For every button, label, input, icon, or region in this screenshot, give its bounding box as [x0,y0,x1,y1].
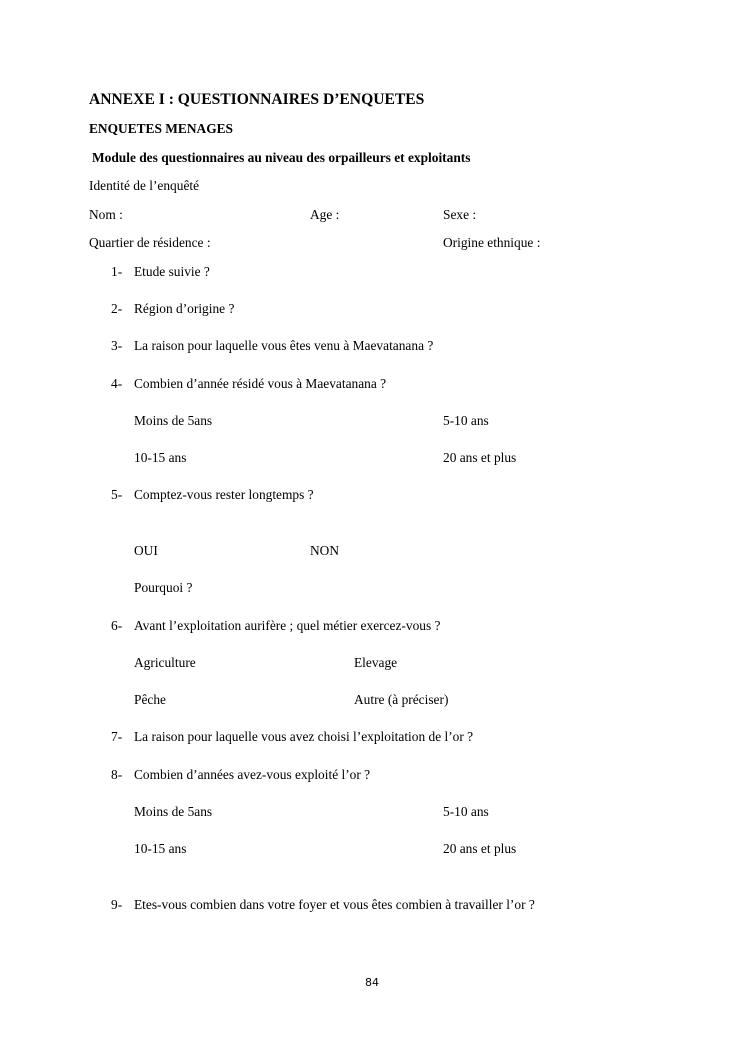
answer-option: Autre (à préciser) [354,692,449,707]
question-text: Etude suivie ? [134,264,210,279]
question-number: 8- [111,767,123,782]
question-number: 6- [111,618,123,633]
answer-option: Pêche [134,692,166,707]
question-number: 3- [111,338,123,353]
question-number: 7- [111,729,123,744]
question-number: 1- [111,264,123,279]
question-text: Comptez-vous rester longtemps ? [134,487,314,502]
quartier-field: Quartier de résidence : [89,235,211,250]
question-text: Région d’origine ? [134,301,235,316]
question-number: 2- [111,301,123,316]
identity-label: Identité de l’enquêté [89,178,200,193]
page-number: 84 [365,976,379,989]
answer-option: Moins de 5ans [134,804,213,819]
origine-field: Origine ethnique : [443,235,541,250]
question-text: Combien d’années avez-vous exploité l’or ? [134,767,371,782]
question-number: 9- [111,897,123,912]
answer-option: Elevage [354,655,398,670]
question-number: 4- [111,376,123,391]
module-heading: Module des questionnaires au niveau des orpailleurs et exploitants [92,150,471,165]
answer-option: OUI [134,543,158,558]
answer-option: 20 ans et plus [443,450,517,465]
answer-option: Agriculture [134,655,196,670]
answer-option: Moins de 5ans [134,413,213,428]
answer-option: 5-10 ans [443,804,489,819]
question-text: Avant l’exploitation aurifère ; quel métier exercez-vous ? [134,618,441,633]
answer-option: 10-15 ans [134,841,187,856]
question-text: Etes-vous combien dans votre foyer et vous êtes combien à travailler l’or ? [134,897,535,912]
question-text: La raison pour laquelle vous êtes venu à Maevatanana ? [134,338,434,353]
answer-option: 20 ans et plus [443,841,517,856]
answer-option: 10-15 ans [134,450,187,465]
page-title: ANNEXE I : QUESTIONNAIRES D’ENQUETES [89,91,425,108]
question-text: La raison pour laquelle vous avez choisi l’exploitation de l’or ? [134,729,474,744]
question-number: 5- [111,487,123,502]
answer-option: NON [310,543,340,558]
followup-question: Pourquoi ? [134,580,193,595]
answer-option: 5-10 ans [443,413,489,428]
sexe-field: Sexe : [443,207,477,222]
age-field: Age : [310,207,340,222]
question-text: Combien d’année résidé vous à Maevatanana ? [134,376,387,391]
nom-field: Nom : [89,207,123,222]
section-subtitle: ENQUETES MENAGES [89,121,233,136]
